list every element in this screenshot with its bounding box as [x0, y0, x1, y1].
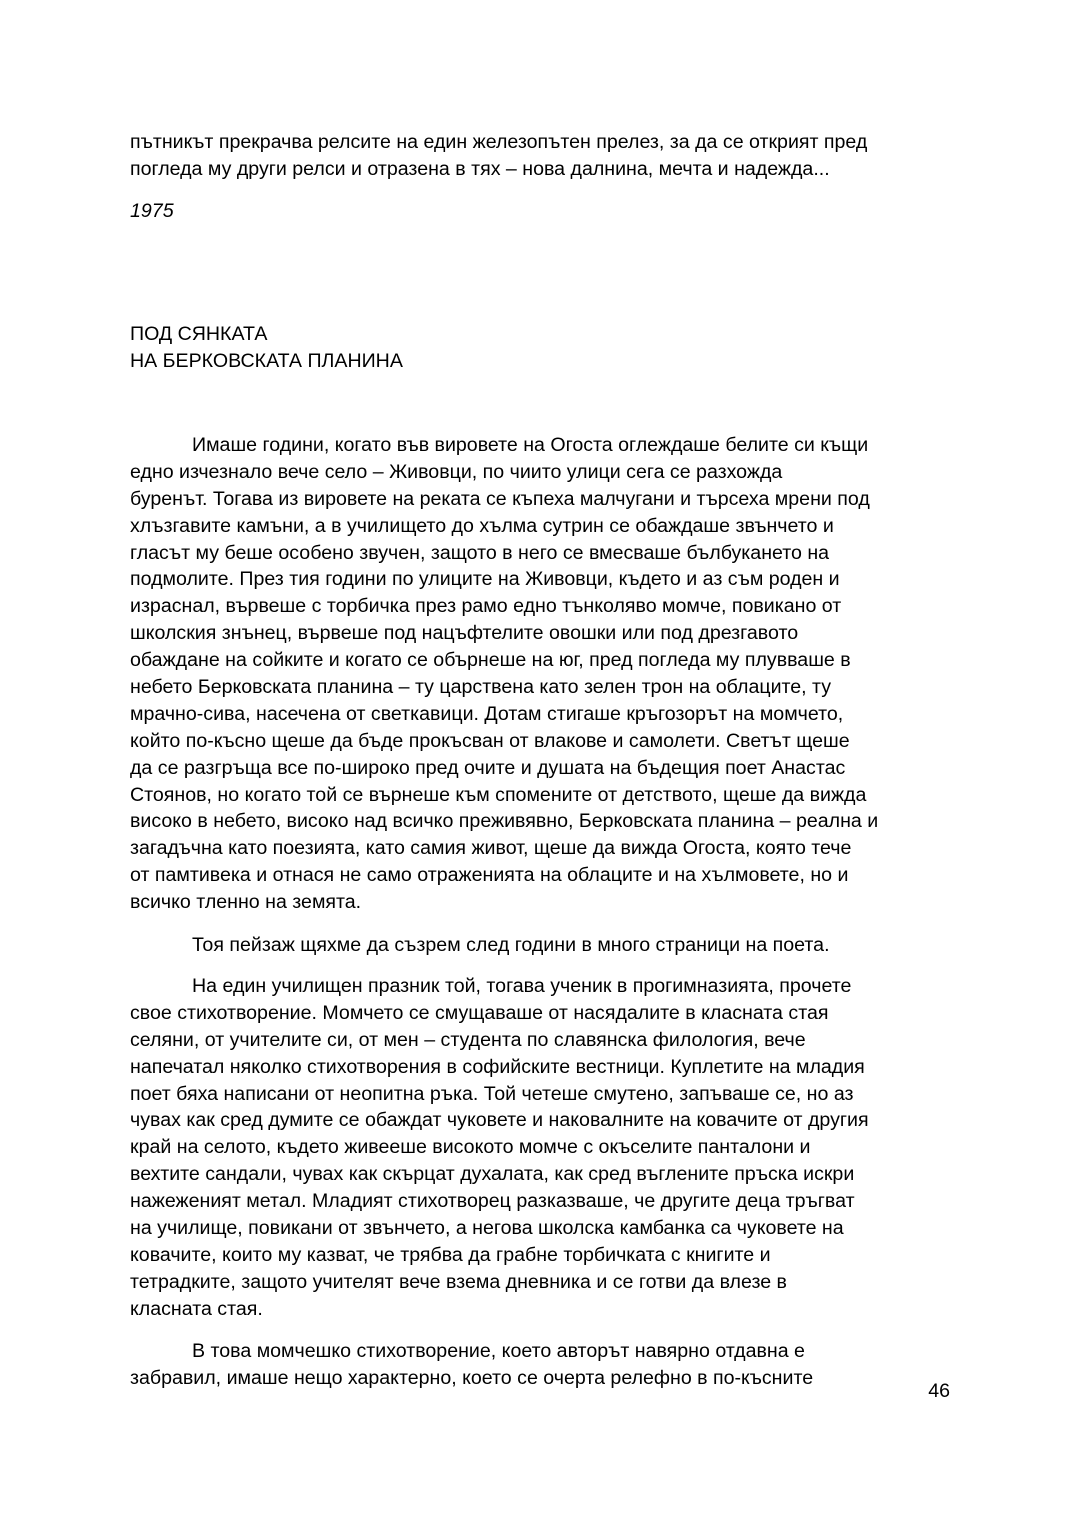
- paragraph-4: [130, 1338, 960, 1392]
- paragraph-3: [130, 973, 960, 1323]
- text-line: обаждане на сойките и когато се обърнеше на юг, пред погледа му плувваше в: [130, 649, 851, 672]
- text-line: чувах как сред думите се обаждат чуковете и наковалните на ковачите от другия: [130, 1109, 869, 1132]
- text-line: от памтивека и отнася не само отраженията на облаците и на хълмовете, но и: [130, 864, 849, 887]
- text-line: буренът. Тогава из вировете на реката се къпеха малчугани и търсеха мрени под: [130, 487, 870, 510]
- text-line: вехтите сандали, чувах как скърцат духалата, как сред въглените пръска искри: [130, 1163, 855, 1186]
- paragraph-1: [130, 432, 960, 916]
- text-line: погледа му други релси и отразена в тях – нова далнина, мечта и надежда...: [130, 157, 830, 180]
- text-line: забравил, имаше нещо характерно, което се очерта релефно в по-късните: [130, 1366, 814, 1389]
- text-line: ковачите, които му казват, че трябва да грабне торбичката с книгите и: [130, 1243, 771, 1266]
- text-line: Тоя пейзаж щяхме да съзрем след години в много страници на поета.: [192, 934, 830, 956]
- text-line: да се разгръща все по-широко пред очите и душата на бъдещия поет Анастас: [130, 756, 846, 779]
- text-line: В това момчешко стихотворение, което авторът навярно отдавна е: [192, 1340, 805, 1362]
- text-line: израснал, вървеше с торбичка през рамо едно тънколяво момче, повикано от: [130, 595, 842, 618]
- text-line: Имаше години, когато във вировете на Огоста оглеждаше белите си къщи: [192, 434, 869, 456]
- text-line: на училище, повикани от звънчето, а негова школска камбанка са чуковете на: [130, 1217, 844, 1240]
- text-line: мрачно-сива, насечена от светкавици. Дотам стигаше кръгозорът на момчето,: [130, 702, 844, 725]
- chapter-title-line: НА БЕРКОВСКАТА ПЛАНИНА: [130, 349, 403, 372]
- text-line: който по-късно щеше да бъде прокъсван от влакове и самолети. Светът щеше: [130, 729, 850, 752]
- text-line: тетрадките, защото учителят вече взема дневника и се готви да влезе в: [130, 1270, 787, 1293]
- text-line: На един училищен празник той, тогава ученик в прогимназията, прочете: [192, 975, 852, 997]
- text-line: школския знънец, вървеше под нацъфтелите овошки или под дрезгавото: [130, 622, 799, 645]
- intro-paragraph: [130, 129, 960, 183]
- text-line: всичко тленно на земята.: [130, 891, 362, 914]
- text-line: хлъзгавите камъни, а в училището до хълма сутрин се обаждаше звънчето и: [130, 514, 834, 537]
- text-line: небето Берковската планина – ту царствена като зелен трон на облаците, ту: [130, 676, 832, 699]
- text-line: поет бяха написани от неопитна ръка. Той четеше смутено, запъваше се, но аз: [130, 1082, 854, 1105]
- paragraph-2: [130, 932, 960, 959]
- text-line: високо в небето, високо над всичко преживявно, Берковската планина – реална и: [130, 810, 879, 833]
- page-number: 46: [928, 1380, 950, 1402]
- text-line: край на селото, където живееше високото момче с окъселите панталони и: [130, 1136, 811, 1159]
- text-line: едно изчезнало вече село – Живовци, по чиито улици сега се разхожда: [130, 460, 783, 483]
- text-line: нажеженият метал. Младият стихотворец разказваше, че другите деца тръгват: [130, 1190, 855, 1213]
- text-line: напечатал няколко стихотворения в софийските вестници. Куплетите на младия: [130, 1055, 865, 1078]
- text-line: пътникът прекрачва релсите на един железопътен прелез, за да се открият пред: [130, 131, 868, 153]
- chapter-title: [130, 321, 403, 375]
- chapter-title-line: ПОД СЯНКАТА: [130, 323, 268, 345]
- year-date: 1975: [130, 200, 174, 222]
- text-line: гласът му беше особено звучен, защото в него се вмесваше бълбукането на: [130, 541, 830, 564]
- text-line: Стоянов, но когато той се върнеше към спомените от детството, щеше да вижда: [130, 783, 867, 806]
- text-line: загадъчна като поезията, като самия живот, щеше да вижда Огоста, която тече: [130, 837, 852, 860]
- text-line: свое стихотворение. Момчето се смущаваше от насядалите в класната стая: [130, 1001, 829, 1024]
- text-line: селяни, от учителите си, от мен – студента по славянска филология, вече: [130, 1028, 806, 1051]
- text-line: класната стая.: [130, 1297, 263, 1320]
- text-line: подмолите. През тия години по улиците на Живовци, където и аз съм роден и: [130, 568, 840, 591]
